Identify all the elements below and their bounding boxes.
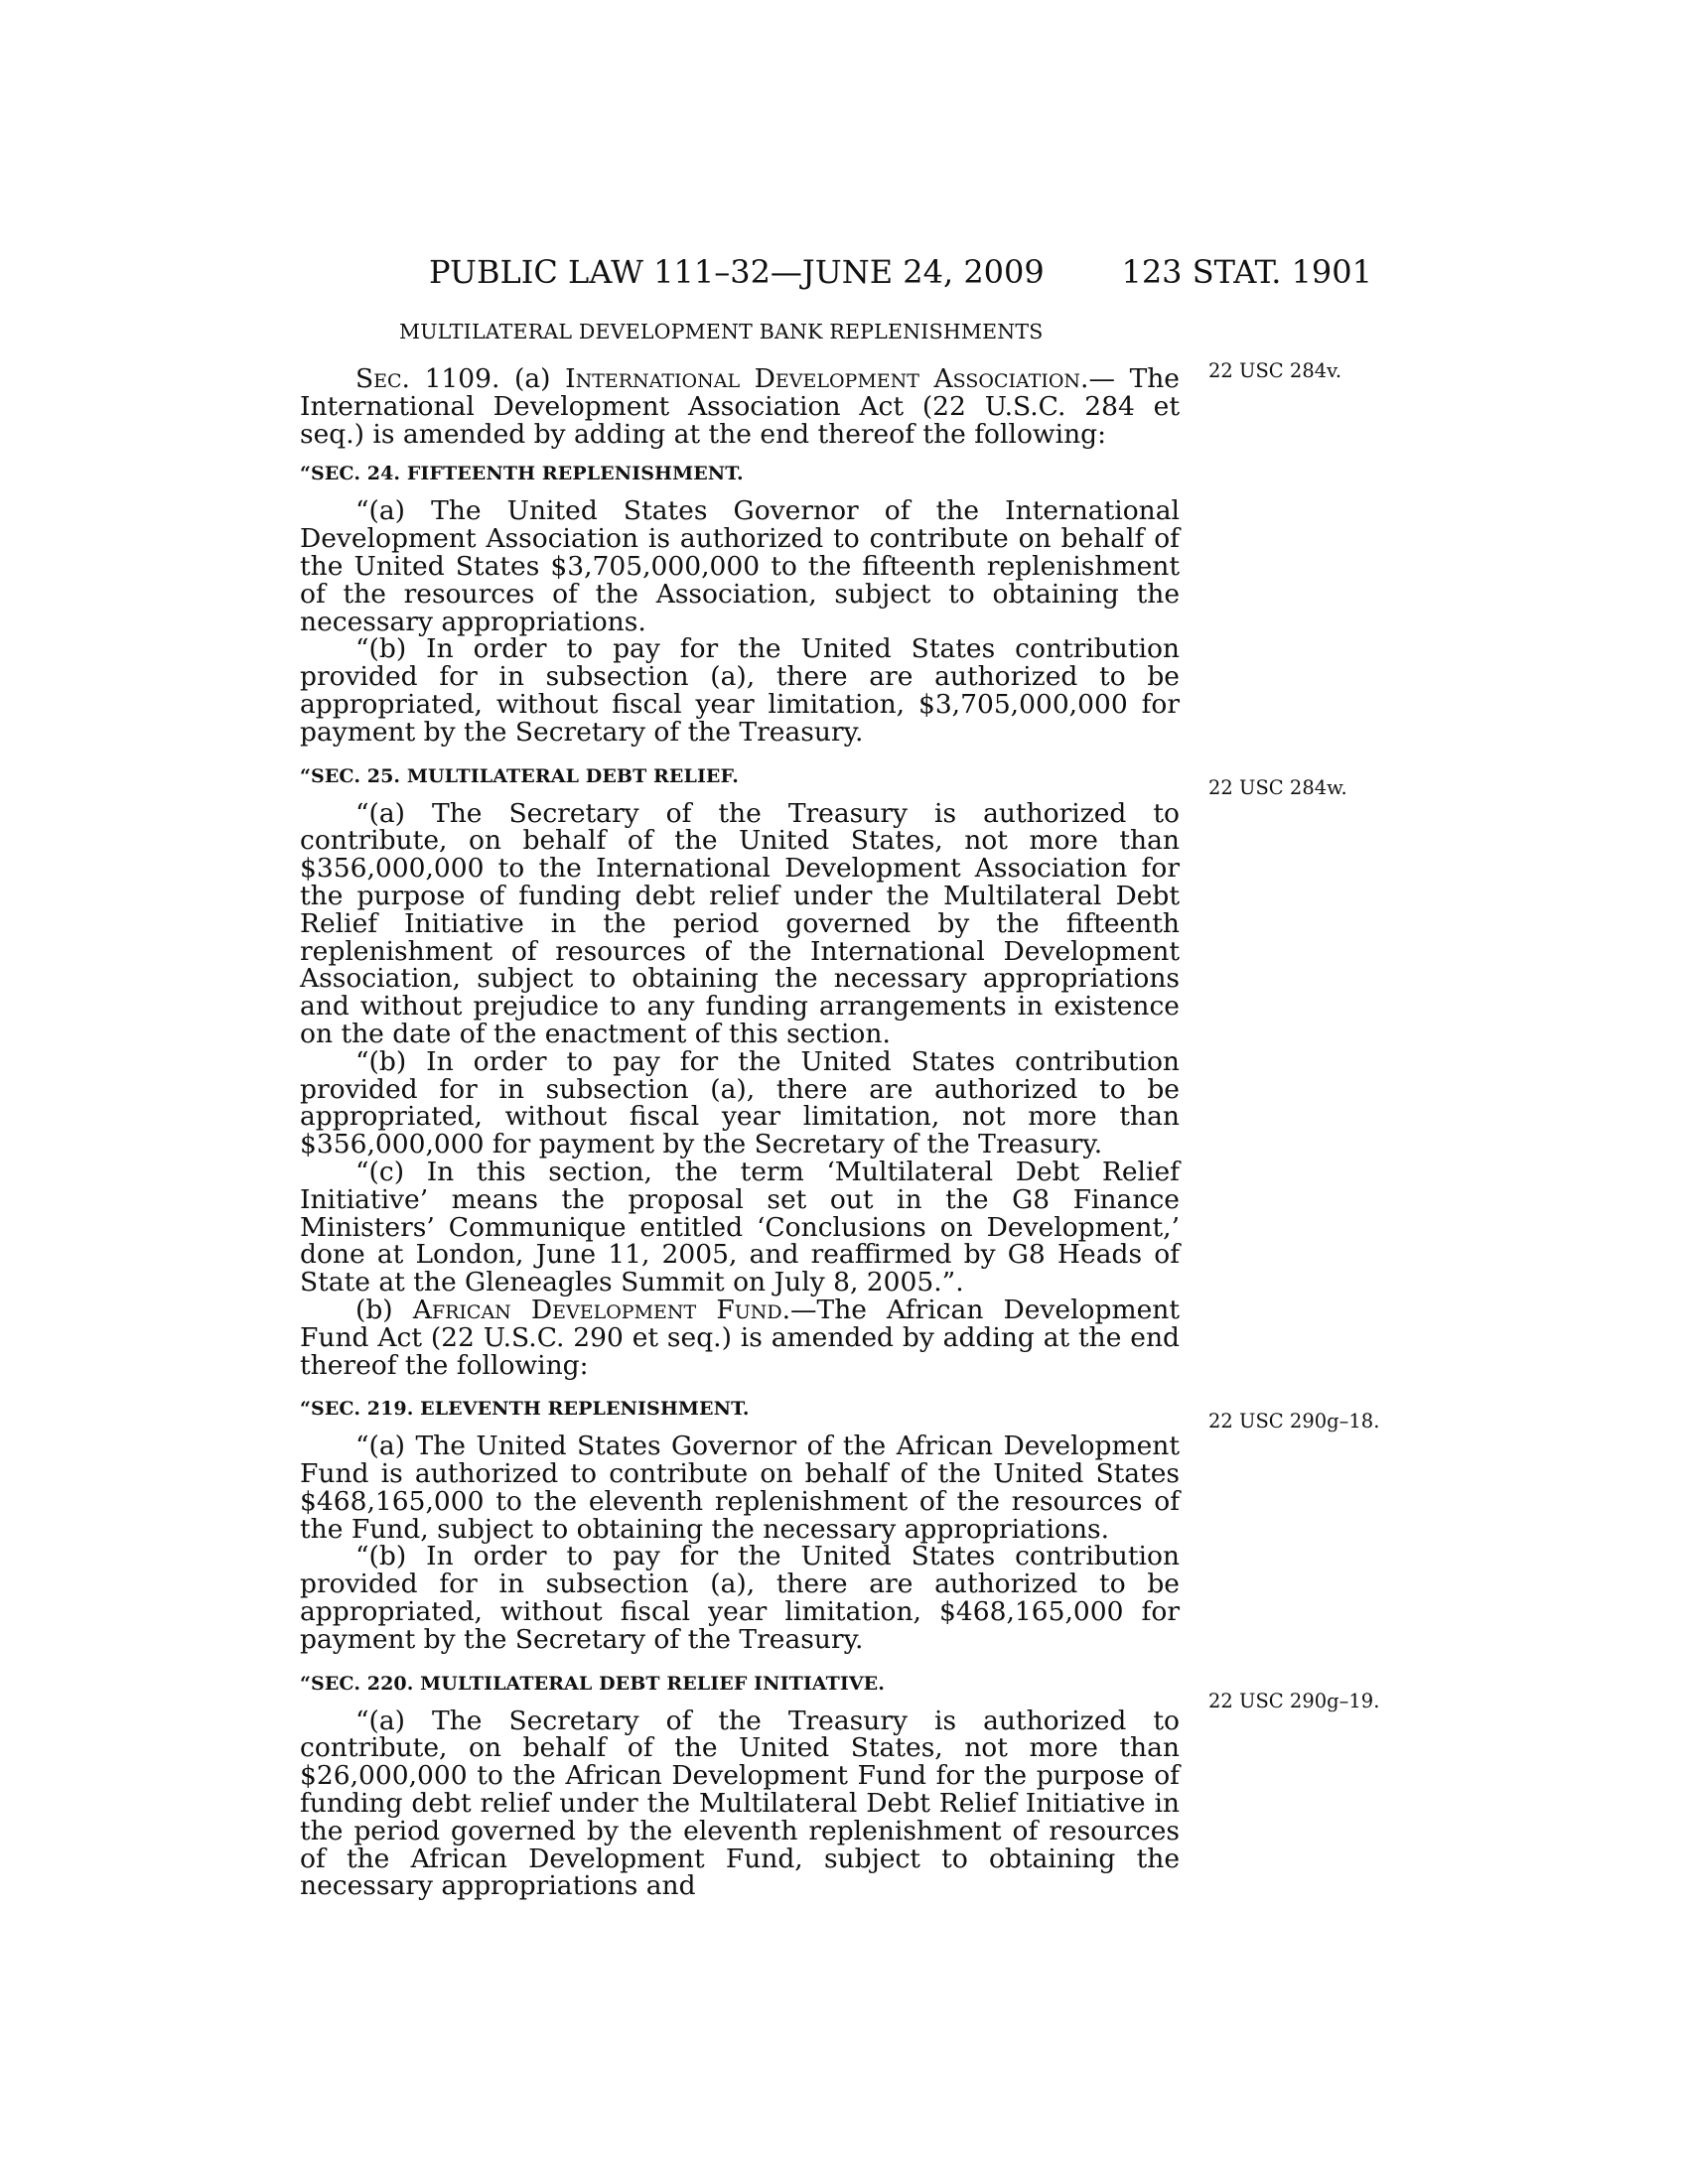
sec-220-a: “(a) The Secretary of the Treasury is authorized to contribute, on behalf of the United States, not more than $26,000,000 to the African Development Fund for the purpose of funding debt relief under the Multilateral Debt Relief Initiative in the period governed by the eleventh replenishment of resources of the African Development Fund, subject to obtaining the necessary appropriations and bbox=[300, 1705, 1180, 1902]
main-text-column bbox=[300, 320, 1180, 1900]
statute-page-number: 123 STAT. 1901 bbox=[1121, 253, 1372, 291]
margin-note-290g-19: 22 USC 290g–19. bbox=[1208, 1690, 1380, 1712]
sec-1109-intro bbox=[300, 365, 1180, 448]
margin-note-290g-18: 22 USC 290g–18. bbox=[1208, 1410, 1380, 1433]
section-caption: MULTILATERAL DEVELOPMENT BANK REPLENISHMENTS bbox=[399, 320, 1044, 343]
sec-1109-sub: (a) bbox=[514, 363, 551, 394]
sec-b-title: African Development Fund. bbox=[412, 1294, 791, 1325]
sec-25-heading: “SEC. 25. MULTILATERAL DEBT RELIEF. bbox=[300, 764, 739, 787]
sec-220-heading: “SEC. 220. MULTILATERAL DEBT RELIEF INITIATIVE. bbox=[300, 1672, 885, 1695]
sec-1109-title: International Development Association. bbox=[565, 363, 1089, 394]
sec-b-intro bbox=[300, 1294, 1180, 1381]
sec-b-text: —The African Development Fund Act (22 U.S.C. 290 et seq.) is amended by adding at the end thereof the following: bbox=[300, 1294, 1180, 1381]
sec-1109-text: — The International Development Association Act (22 U.S.C. 284 et seq.) is amended by adding at the end thereof the following: bbox=[300, 363, 1180, 450]
sec-219-heading: “SEC. 219. ELEVENTH REPLENISHMENT. bbox=[300, 1398, 750, 1421]
sec-24-heading: “SEC. 24. FIFTEENTH REPLENISHMENT. bbox=[300, 463, 744, 485]
sec-219-b: “(b) In order to pay for the United States contribution provided for in subsection (a), there are authorized to be appropriated, without fiscal year limitation, $468,165,000 for payment by the Secretary of the Treasury. bbox=[300, 1541, 1180, 1655]
sec-b-sub: (b) bbox=[355, 1294, 393, 1325]
sec-219-a: “(a) The United States Governor of the African Development Fund is authorized to contribute on behalf of the United States $468,165,000 to the eleventh replenishment of the resources of the Fund, subject to obtaining the necessary appropriations. bbox=[300, 1431, 1180, 1545]
sec-25-c: “(c) In this section, the term ‘Multilateral Debt Relief Initiative’ means the proposal set out in the G8 Finance Ministers’ Communique entitled ‘Conclusions on Development,’ done at London, June 11, 2005, and reaffirmed by G8 Heads of State at the Gleneagles Summit on July 8, 2005.”. bbox=[300, 1156, 1180, 1298]
sec-1109-lead: Sec. 1109. bbox=[355, 363, 500, 394]
sec-24-b: “(b) In order to pay for the United States contribution provided for in subsection (a), there are authorized to be appropriated, without fiscal year limitation, $3,705,000,000 for payment by the Secretary of the Treasury. bbox=[300, 633, 1180, 748]
margin-note-284w: 22 USC 284w. bbox=[1208, 776, 1347, 799]
sec-25-a: “(a) The Secretary of the Treasury is authorized to contribute, on behalf of the United States, not more than $356,000,000 to the International Development Association for the purpose of funding debt relief under the Multilateral Debt Relief Initiative in the period governed by the fifteenth replenishment of resources of the International Development Association, subject to obtaining the necessary appropriations and without prejudice to any funding arrangements in existence on the date of the enactment of this section. bbox=[300, 797, 1180, 1049]
running-head: PUBLIC LAW 111–32—JUNE 24, 2009 bbox=[429, 253, 1045, 291]
margin-note-284v: 22 USC 284v. bbox=[1208, 359, 1342, 382]
sec-24-a: “(a) The United States Governor of the International Development Association is authorized to contribute on behalf of the United States $3,705,000,000 to the fifteenth replenishment of the resources of the Association, subject to obtaining the necessary appropriations. bbox=[300, 495, 1180, 637]
sec-25-b: “(b) In order to pay for the United States contribution provided for in subsection (a), there are authorized to be appropriated, without fiscal year limitation, not more than $356,000,000 for payment by the Secretary of the Treasury. bbox=[300, 1045, 1180, 1160]
